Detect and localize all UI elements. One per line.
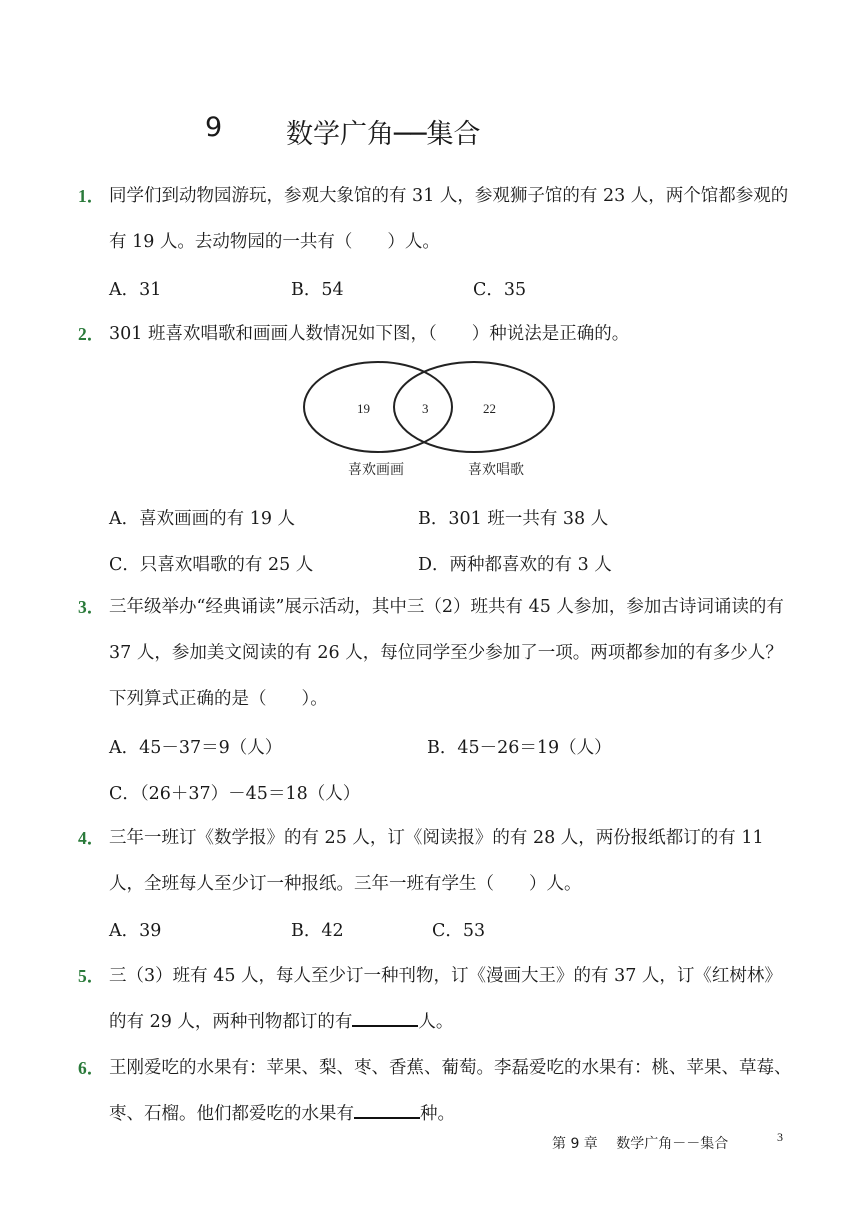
question-number: 6．	[78, 1058, 105, 1078]
question-text-before: 王刚爱吃的水果有：苹果、梨、枣、香蕉、葡萄。李磊爱吃的水果有：桃、苹果、草莓、枣、石榴。他们都爱吃的水果有	[109, 1058, 792, 1124]
answer-blank[interactable]	[352, 1007, 418, 1027]
question-text	[109, 1045, 798, 1137]
question-text: 同学们到动物园游玩，参观大象馆的有 31 人，参观狮子馆的有 23 人，两个馆都参观的有 19 人。去动物园的一共有（ ）人。	[109, 186, 789, 252]
question-text: 301 班喜欢唱歌和画画人数情况如下图，（ ）种说法是正确的。	[109, 324, 630, 344]
question-1	[78, 173, 798, 265]
option-b: B．45－26＝19（人）	[427, 738, 612, 758]
question-text-before: 三（3）班有 45 人，每人至少订一种刊物，订《漫画大王》的有 37 人，订《红树林》的有 29 人，两种刊物都订的有	[109, 966, 782, 1032]
question-3-options-row2	[109, 780, 809, 810]
option-a: A．31	[109, 280, 162, 300]
option-b: B．54	[291, 280, 344, 300]
painting-circle	[304, 362, 452, 452]
option-b: B．42	[291, 921, 344, 941]
question-text	[109, 953, 798, 1045]
question-2	[78, 311, 798, 357]
question-1-options	[109, 276, 809, 306]
question-text: 三年一班订《数学报》的有 25 人，订《阅读报》的有 28 人，两份报纸都订的有 11 人，全班每人至少订一种报纸。三年一班有学生（ ）人。	[109, 828, 764, 894]
singing-circle	[394, 362, 554, 452]
venn-right-label: 喜欢唱歌	[468, 462, 524, 478]
option-c: C．（26＋37）－45＝18（人）	[109, 784, 361, 804]
question-text-after: 人。	[418, 1012, 454, 1032]
option-b: B．301 班一共有 38 人	[418, 509, 609, 529]
question-5	[78, 953, 798, 1045]
question-number: 1．	[78, 186, 105, 206]
question-2-options-row2	[109, 551, 809, 581]
question-number: 3．	[78, 597, 105, 617]
question-2-options-row1	[109, 505, 809, 535]
venn-right-value: 22	[483, 401, 496, 416]
question-text-after: 种。	[420, 1104, 455, 1124]
question-3	[78, 584, 798, 722]
chapter-title: 数学广角──集合	[286, 119, 481, 150]
footer-chapter: 第 9 章 数学广角－－集合	[552, 1136, 729, 1152]
option-d: D．两种都喜欢的有 3 人	[418, 555, 612, 575]
question-text: 三年级举办“经典诵读”展示活动，其中三（2）班共有 45 人参加，参加古诗词诵读的有 37 人，参加美文阅读的有 26 人，每位同学至少参加了一项。两项都参加的有多少人？下列算式正确的是（ ）。	[109, 597, 784, 709]
question-number: 4．	[78, 828, 105, 848]
venn-diagram	[296, 357, 566, 482]
question-6	[78, 1045, 798, 1137]
option-c: C．35	[473, 280, 527, 300]
option-c: C．53	[432, 921, 486, 941]
venn-left-value: 19	[357, 401, 370, 416]
option-a: A．45－37＝9（人）	[109, 738, 283, 758]
question-number: 5．	[78, 966, 105, 986]
page-number: 3	[777, 1130, 783, 1144]
option-a: A．喜欢画画的有 19 人	[109, 509, 296, 529]
chapter-number: 9	[205, 112, 223, 143]
option-a: A．39	[109, 921, 162, 941]
question-4	[78, 815, 798, 907]
option-c: C．只喜欢唱歌的有 25 人	[109, 555, 314, 575]
venn-middle-value: 3	[422, 401, 429, 416]
answer-blank[interactable]	[354, 1099, 420, 1119]
question-3-options-row1	[109, 734, 809, 764]
venn-left-label: 喜欢画画	[348, 462, 404, 478]
question-4-options	[109, 917, 809, 947]
question-number: 2．	[78, 324, 105, 344]
